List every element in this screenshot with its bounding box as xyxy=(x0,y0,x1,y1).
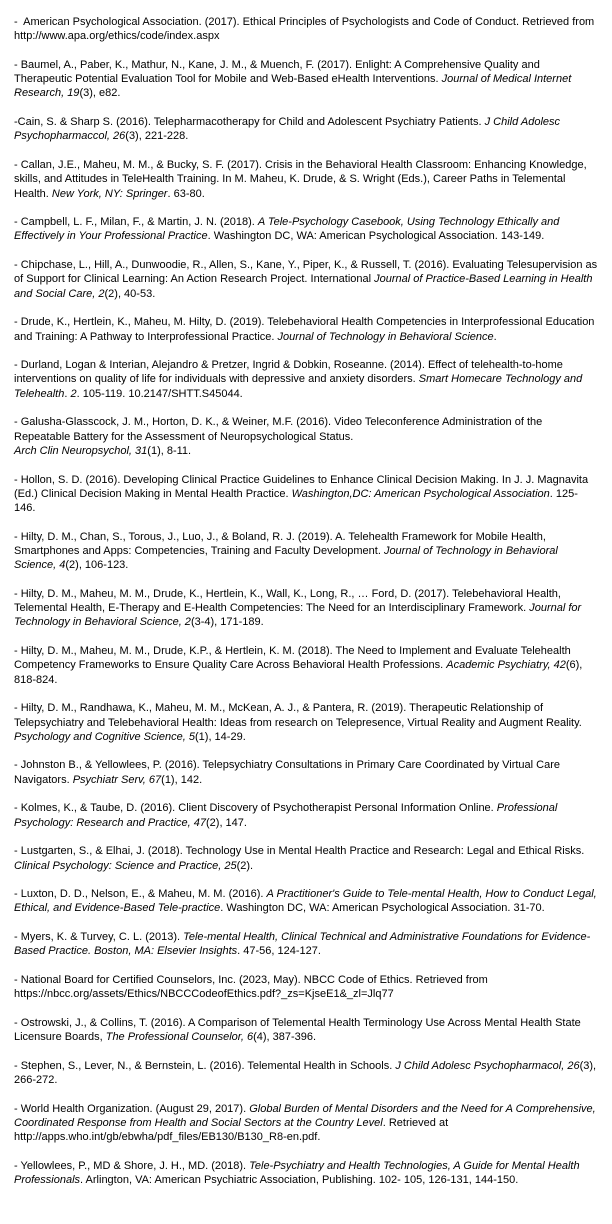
reference-segment-italic: 2 xyxy=(70,387,77,400)
reference-item xyxy=(14,1159,598,1188)
reference-segment-italic: Psychiatr Serv, 67 xyxy=(72,773,162,786)
reference-segment: (2), 106-123. xyxy=(65,559,129,572)
references-list xyxy=(14,15,601,1187)
reference-segment-italic: Journal of Technology in Behavioral Science, 4 xyxy=(14,544,561,572)
reference-segment: (3), 266-272. xyxy=(14,1059,600,1086)
reference-segment: (1), 14-29. xyxy=(195,730,246,743)
reference-segment: - Drude, K., Hertlein, K., Maheu, M. Hilty, D. (2019). Telebehavioral Health Competencies in Interprofessional Education and Training: A Pathway to Interprofessional Practice. xyxy=(14,316,598,343)
reference-item xyxy=(14,258,601,301)
reference-item xyxy=(14,1059,598,1088)
reference-item xyxy=(14,1102,598,1145)
reference-segment: (4), 387-396. xyxy=(253,1031,317,1044)
reference-item xyxy=(14,587,598,630)
reference-segment: . 63-80. xyxy=(167,187,205,200)
reference-segment-italic: A Tele-Psychology Casebook, Using Technology Ethically and Effectively in Your Professional Practice xyxy=(14,216,563,243)
reference-item xyxy=(14,844,598,873)
reference-segment-italic: Psychology and Cognitive Science, 5 xyxy=(14,730,195,743)
reference-segment: (3), e82. xyxy=(79,87,121,100)
reference-segment: (1), 8-11. xyxy=(147,444,192,457)
reference-segment: - Yellowlees, P., MD & Shore, J. H., MD. (2018). xyxy=(14,1159,250,1172)
reference-segment: . Washington DC, WA: American Psychological Association. 143-149. xyxy=(207,230,545,243)
reference-segment: - Myers, K. & Turvey, C. L. (2013). xyxy=(14,931,184,943)
reference-item xyxy=(14,473,598,516)
reference-segment-italic: Clinical Psychology: Science and Practice, 25 xyxy=(14,859,237,872)
reference-segment-italic: Washington,DC: American Psychological Association xyxy=(291,487,550,500)
reference-segment: - Stephen, S., Lever, N., & Bernstein, L. (2016). Telemental Health in Schools. xyxy=(14,1059,396,1072)
reference-item xyxy=(14,358,598,401)
reference-segment-italic: Journal of Technology in Behavioral Science xyxy=(277,330,494,343)
reference-item xyxy=(14,315,598,344)
reference-segment-italic: A Practitioner's Guide to Tele-mental Health, How to Conduct Legal, Ethical, and Evidence-Based Tele-practice xyxy=(14,888,600,915)
reference-segment: - Luxton, D. D., Nelson, E., & Maheu, M. M. (2016). xyxy=(14,888,267,901)
reference-item xyxy=(14,887,598,916)
reference-segment: - National Board for Certified Counselors, Inc. (2023, May). NBCC Code of Ethics. Retrieved from https://nbcc.org/assets/Ethics/NBCCCodeofEthics.pdf?_zs=KjseE1&_zl=Jlq77 xyxy=(14,973,491,1001)
reference-segment: - Baumel, A., Paber, K., Mathur, N., Kane, J. M., & Muench, F. (2017). Enlight: A Comprehensive Quality and Therapeutic Potential Evaluation Tool for Mobile and Web-Based eHealth Interventions. xyxy=(14,58,543,86)
reference-segment: (2), 147. xyxy=(206,816,247,829)
reference-segment: (1), 142. xyxy=(161,773,203,786)
reference-segment: - Hilty, D. M., Maheu, M. M., Drude, K.P., & Hertlein, K. M. (2018). The Need to Implement and Evaluate Telehealth Competency Frameworks to Ensure Quality Care Across Behavioral Health Professions. xyxy=(14,645,574,672)
reference-segment: - Lustgarten, S., & Elhai, J. (2018). Technology Use in Mental Health Practice and Research: Legal and Ethical Risks. xyxy=(14,845,588,858)
reference-segment: - Hilty, D. M., Randhawa, K., Maheu, M. M., McKean, A. J., & Pantera, R. (2019). Therapeutic Relationship of Telepsychiatry and Telebehavioral Health: Ideas from research on Telepresence, Virtual Reality and Augment Reality. xyxy=(14,702,585,729)
reference-item xyxy=(14,158,598,201)
reference-item xyxy=(14,758,598,787)
reference-segment: . Washington DC, WA: American Psychological Association. 31-70. xyxy=(220,902,545,915)
reference-segment-italic: Global Burden of Mental Disorders and the Need for A Comprehensive, Coordinated Response from Health and Social Sectors at the Country Level xyxy=(14,1102,599,1129)
reference-item xyxy=(14,973,598,1002)
reference-segment: - Ostrowski, J., & Collins, T. (2016). A Comparison of Telemental Health Terminology Use Across Mental Health State Licensure Boards, xyxy=(14,1016,584,1044)
reference-item xyxy=(14,644,598,687)
reference-segment: - Callan, J.E., Maheu, M. M., & Bucky, S. F. (2017). Crisis in the Behavioral Health Classroom: Enhancing Knowledge, skills, and Attitudes in TeleHealth Training. In M. Maheu, K. Drude, & S. Wright (Eds.), Career Paths in Telemental Health. xyxy=(14,158,590,200)
reference-segment-italic: Journal for Technology in Behavioral Science, 2 xyxy=(14,602,585,629)
reference-segment: (2). xyxy=(236,859,254,872)
reference-segment: - American Psychological Association. (2017). Ethical Principles of Psychologists and Code of Conduct. Retrieved from http://www.apa.org/ethics/code/index.aspx xyxy=(14,16,598,43)
reference-segment: - Hilty, D. M., Chan, S., Torous, J., Luo, J., & Boland, R. J. (2019). A. Telehealth Framework for Mobile Health, Smartphones and Apps: Competencies, Training and Faculty Development. xyxy=(14,530,549,557)
reference-segment: - Campbell, L. F., Milan, F., & Martin, J. N. (2018). xyxy=(14,216,258,229)
reference-segment: . 125-146. xyxy=(14,487,578,515)
reference-segment-italic: Journal of Medical Internet Research, 19 xyxy=(14,73,575,100)
reference-segment-italic: The Professional Counselor, 6 xyxy=(105,1031,254,1044)
reference-item xyxy=(14,15,598,44)
reference-segment-italic: New York, NY: Springer xyxy=(51,187,168,200)
reference-segment: . Arlington, VA: American Psychiatric Association, Publishing. 102- 105, 126-131, 144-150. xyxy=(80,1174,519,1187)
reference-segment: - Johnston B., & Yellowlees, P. (2016). Telepsychiatry Consultations in Primary Care Coordinated by Virtual Care Navigators. xyxy=(14,759,564,786)
reference-segment: - World Health Organization. (August 29, 2017). xyxy=(14,1102,250,1115)
reference-segment-italic: Tele-Psychiatry and Health Technologies, A Guide for Mental Health Professionals xyxy=(14,1159,583,1187)
reference-segment: -Cain, S. & Sharp S. (2016). Telepharmacotherapy for Child and Adolescent Psychiatry Patients. xyxy=(14,116,485,129)
reference-segment: . 105-119. 10.2147/SHTT.S45044. xyxy=(76,387,243,400)
reference-segment: - Hollon, S. D. (2016). Developing Clinical Practice Guidelines to Enhance Clinical Decision Making. In J. J. Magnavita (Ed.) Clinical Decision Making in Mental Health Practice. xyxy=(14,473,592,500)
reference-item xyxy=(14,58,598,101)
reference-segment: - Durland, Logan & Interian, Alejandro & Pretzer, Ingrid & Dobkin, Roseanne. (2014). Effect of telehealth-to-home interventions on quality of life for individuals with depressive and anxiety disorders. xyxy=(14,359,566,386)
reference-segment: . xyxy=(64,387,71,400)
reference-segment: (3), 221-228. xyxy=(125,130,189,143)
reference-item xyxy=(14,1016,598,1045)
reference-item xyxy=(14,415,598,458)
reference-segment-italic: J Child Adolesc Psychopharmacol, 26 xyxy=(395,1059,580,1072)
reference-item xyxy=(14,115,598,144)
reference-item xyxy=(14,930,598,959)
reference-segment: - Chipchase, L., Hill, A., Dunwoodie, R., Allen, S., Kane, Y., Piper, K., & Russell, T. (2016). Evaluating Telesupervision as of Support for Clinical Learning: An Action Research Project. International xyxy=(14,259,601,286)
reference-segment: (2), 40-53. xyxy=(104,287,156,300)
reference-segment-italic: Professional Psychology: Research and Practice, 47 xyxy=(14,802,561,829)
reference-segment-italic: Journal of Practice-Based Learning in Health and Social Care, 2 xyxy=(14,273,596,300)
reference-segment-italic: Arch Clin Neuropsychol, 31 xyxy=(14,444,148,457)
reference-segment: . Retrieved at http://apps.who.int/gb/ebwha/pdf_files/EB130/B130_R8-en.pdf. xyxy=(14,1116,452,1144)
reference-segment: - Galusha-Glasscock, J. M., Horton, D. K., & Weiner, M.F. (2016). Video Teleconference Administration of the Repeatable Battery for the Assessment of Neuropsychological Status. xyxy=(14,416,546,443)
reference-segment-italic: Academic Psychiatry, 42 xyxy=(446,659,566,672)
reference-segment: - Kolmes, K., & Taube, D. (2016). Client Discovery of Psychotherapist Personal Information Online. xyxy=(14,802,497,815)
reference-item xyxy=(14,701,598,744)
reference-segment: (3-4), 171-189. xyxy=(190,616,264,629)
reference-item xyxy=(14,801,598,830)
reference-segment-italic: J Child Adolesc Psychopharmaccol, 26 xyxy=(14,116,564,143)
reference-segment: . 47-56, 124-127. xyxy=(237,945,321,958)
reference-item xyxy=(14,215,598,244)
reference-segment: . xyxy=(493,330,497,343)
reference-segment: (6), 818-824. xyxy=(14,659,586,686)
reference-segment-italic: Tele-mental Health, Clinical Technical and Administrative Foundations for Evidence-Based Practice. Boston, MA: Elsevier Insights xyxy=(14,931,591,958)
reference-segment-italic: Smart Homecare Technology and Telehealth xyxy=(14,373,586,400)
reference-segment: - Hilty, D. M., Maheu, M. M., Drude, K., Hertlein, K., Wall, K., Long, R., … Ford, D. (2017). Telebehavioral Health, Telemental Health, E-Therapy and E-Health Competencies: The Need for an Interdisciplinary Framework. xyxy=(14,587,564,615)
reference-item xyxy=(14,530,598,573)
